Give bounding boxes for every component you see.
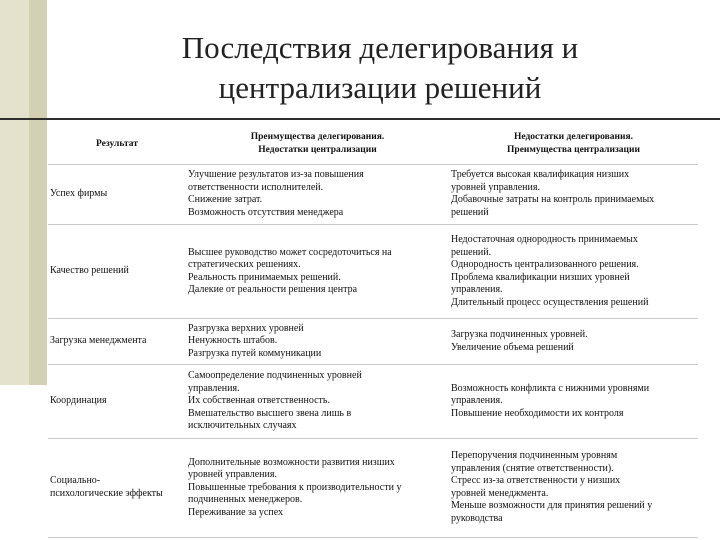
- cell-line: Возможность отсутствия менеджера: [188, 206, 344, 218]
- cell-line: Вмешательство высшего звена лишь в: [188, 407, 352, 419]
- delegation-table: [48, 124, 698, 538]
- cell-line: психологические эффекты: [50, 487, 163, 499]
- cell-line: Повышенные требования к производительности у: [188, 481, 402, 493]
- cell-line: управления.: [451, 395, 503, 407]
- header-result: [48, 124, 186, 164]
- header-disadvantages-line: Недостатки делегирования.: [513, 132, 634, 143]
- table-row: [48, 318, 698, 365]
- cell-line: управления.: [451, 284, 503, 296]
- table-row: [48, 365, 698, 438]
- cell-line: управления.: [188, 382, 240, 394]
- table-row: [48, 225, 698, 318]
- cell-line: решений: [451, 206, 489, 218]
- cell-line: Улучшение результатов из-за повышения: [188, 169, 364, 181]
- cell-line: Перепоручения подчиненным уровням: [451, 450, 618, 462]
- table-row: [48, 164, 698, 225]
- cell-result: [48, 365, 186, 438]
- cell-advantages: [186, 164, 449, 225]
- cell-line: Недостаточная однородность принимаемых: [451, 234, 638, 246]
- cell-result: [48, 164, 186, 225]
- cell-line: Стресс из-за ответственности у низших: [451, 475, 621, 487]
- cell-line: Координация: [50, 395, 107, 407]
- cell-line: Возможность конфликта с нижними уровнями: [451, 382, 650, 394]
- cell-line: Далекие от реальности решения центра: [188, 284, 358, 296]
- cell-line: Загрузка подчиненных уровней.: [451, 329, 588, 341]
- cell-line: Длительный процесс осуществления решений: [451, 296, 649, 308]
- cell-advantages: [186, 318, 449, 365]
- table-row: [48, 438, 698, 537]
- title-line-2: централизации решений: [218, 70, 542, 105]
- title-divider: [0, 118, 720, 120]
- cell-line: Добавочные затраты на контроль принимаемых: [451, 194, 655, 206]
- cell-line: Увеличение объема решений: [451, 341, 574, 353]
- cell-line: стратегических решениях.: [188, 259, 301, 271]
- cell-disadvantages: [449, 225, 698, 318]
- decorative-left-band-inner: [29, 0, 47, 385]
- cell-result: [48, 438, 186, 537]
- cell-line: Их собственная ответственность.: [188, 395, 330, 407]
- cell-line: Требуется высокая квалификация низших: [451, 169, 630, 181]
- cell-disadvantages: [449, 318, 698, 365]
- cell-line: уровней менеджмента.: [451, 487, 549, 499]
- header-disadvantages-line: Преимущества централизации: [507, 144, 640, 155]
- cell-line: Однородность централизованного решения.: [451, 259, 639, 271]
- cell-line: подчиненных менеджеров.: [188, 494, 303, 505]
- cell-line: руководства: [451, 512, 503, 524]
- cell-line: уровней управления.: [188, 469, 277, 480]
- cell-line: исключительных случаях: [188, 420, 297, 432]
- cell-line: управления (снятие ответственности).: [451, 462, 614, 474]
- cell-advantages: [186, 225, 449, 318]
- cell-result: [48, 225, 186, 318]
- cell-disadvantages: [449, 438, 698, 537]
- cell-line: Снижение затрат.: [188, 194, 263, 206]
- cell-line: Высшее руководство может сосредоточиться на: [188, 246, 392, 258]
- cell-line: уровней управления.: [451, 181, 540, 193]
- cell-line: Самоопределение подчиненных уровней: [188, 370, 362, 382]
- cell-result: [48, 318, 186, 365]
- cell-line: Успех фирмы: [50, 188, 108, 200]
- cell-disadvantages: [449, 365, 698, 438]
- cell-line: ответственности исполнителей.: [188, 181, 324, 193]
- cell-line: Разгрузка верхних уровней: [188, 322, 304, 334]
- cell-line: решений.: [451, 246, 492, 258]
- cell-line: Переживание за успех: [188, 506, 284, 518]
- cell-line: Дополнительные возможности развития низших: [188, 456, 395, 468]
- cell-disadvantages: [449, 164, 698, 225]
- cell-advantages: [186, 438, 449, 537]
- cell-advantages: [186, 365, 449, 438]
- header-result-line: Результат: [96, 138, 138, 149]
- cell-line: Повышение необходимости их контроля: [451, 407, 624, 419]
- cell-line: Меньше возможности для принятия решений у: [451, 500, 653, 512]
- cell-line: Проблема квалификации низших уровней: [451, 271, 630, 283]
- header-advantages-line: Преимущества делегирования.: [250, 132, 385, 143]
- cell-line: Качество решений: [50, 265, 129, 277]
- header-advantages-line: Недостатки централизации: [258, 144, 377, 155]
- cell-line: Социально-: [50, 475, 101, 487]
- cell-line: Ненужность штабов.: [188, 335, 278, 347]
- cell-line: Загрузка менеджмента: [50, 335, 147, 347]
- header-advantages: [186, 124, 449, 164]
- table-header-row: [48, 124, 698, 164]
- slide-title: [130, 28, 630, 108]
- header-disadvantages: [449, 124, 698, 164]
- title-line-1: Последствия делегирования и: [181, 30, 579, 65]
- cell-line: Разгрузка путей коммуникации: [188, 347, 322, 359]
- cell-line: Реальность принимаемых решений.: [188, 271, 341, 283]
